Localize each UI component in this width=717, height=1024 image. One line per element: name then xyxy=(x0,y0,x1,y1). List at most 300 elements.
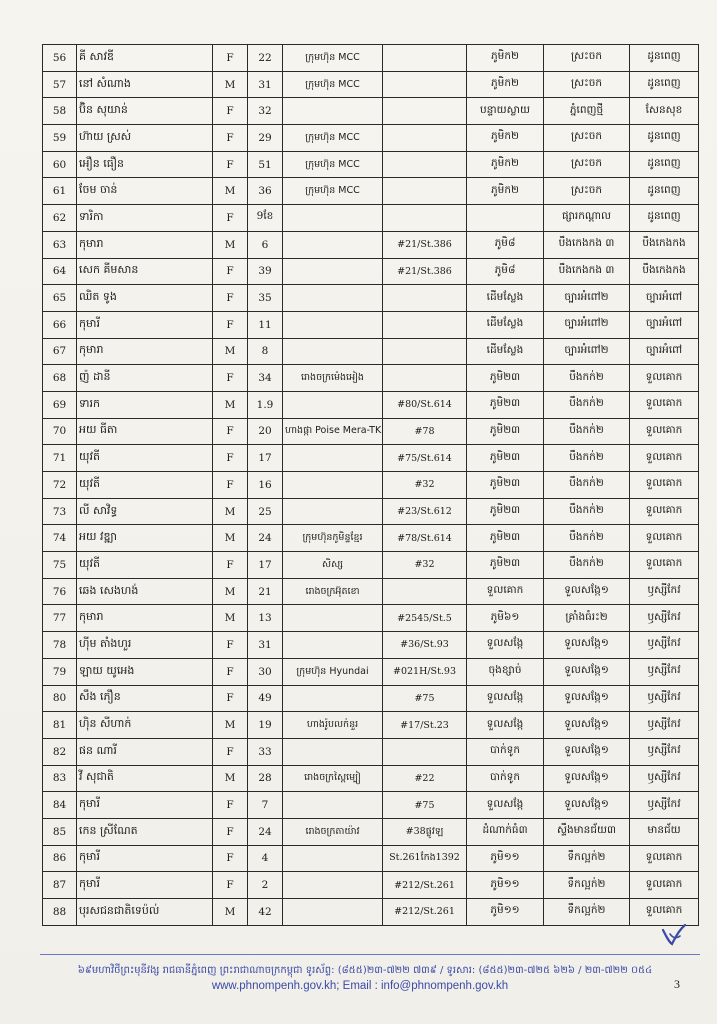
person-name: បុរសជនជាតិទេប៉ល់ xyxy=(77,899,213,926)
village-cell: បាក់ទូក xyxy=(467,765,544,792)
row-number: 61 xyxy=(43,178,77,205)
commune-cell: ច្បារអំពៅ២ xyxy=(544,311,630,338)
table-row xyxy=(43,872,699,899)
workplace-cell xyxy=(283,472,383,499)
sex-cell: M xyxy=(213,71,248,98)
village-cell: ដើមស្លែង xyxy=(467,338,544,365)
table-row xyxy=(43,845,699,872)
row-number: 84 xyxy=(43,792,77,819)
house-number-cell: #212/St.261 xyxy=(383,872,467,899)
district-cell: ដូនពេញ xyxy=(630,45,699,72)
house-number-cell: #21/St.386 xyxy=(383,231,467,258)
age-cell: 31 xyxy=(248,71,283,98)
village-cell: ភូមិក២ xyxy=(467,178,544,205)
row-number: 86 xyxy=(43,845,77,872)
row-number: 82 xyxy=(43,738,77,765)
village-cell: ភូមិ២៣ xyxy=(467,472,544,499)
district-cell: ទួលគោក xyxy=(630,445,699,472)
district-cell: ឫស្សីកែវ xyxy=(630,738,699,765)
age-cell: 29 xyxy=(248,125,283,152)
house-number-cell: #36/St.93 xyxy=(383,632,467,659)
workplace-cell xyxy=(283,338,383,365)
district-cell: ឫស្សីកែវ xyxy=(630,632,699,659)
age-cell: 2 xyxy=(248,872,283,899)
person-name: ផន ណារី xyxy=(77,738,213,765)
age-cell: 6 xyxy=(248,231,283,258)
commune-cell: ទួលសង្កែ១ xyxy=(544,632,630,659)
age-cell: 35 xyxy=(248,285,283,312)
house-number-cell xyxy=(383,71,467,98)
person-name: ឈិត ទូង xyxy=(77,285,213,312)
workplace-cell: រោងចក្រតាយ៉ាវ xyxy=(283,818,383,845)
village-cell: ភូមិ២៣ xyxy=(467,498,544,525)
workplace-cell xyxy=(283,845,383,872)
village-cell: ភូមិក២ xyxy=(467,151,544,178)
table-row xyxy=(43,205,699,232)
table-row xyxy=(43,125,699,152)
workplace-cell: ក្រុមហ៊ុន MCC xyxy=(283,71,383,98)
row-number: 62 xyxy=(43,205,77,232)
age-cell: 13 xyxy=(248,605,283,632)
person-name: អឿន ធឿន xyxy=(77,151,213,178)
table-row xyxy=(43,418,699,445)
district-cell: ឫស្សីកែវ xyxy=(630,658,699,685)
commune-cell: ច្បារអំពៅ២ xyxy=(544,285,630,312)
commune-cell: ទឹកល្អក់២ xyxy=(544,899,630,926)
age-cell: 8 xyxy=(248,338,283,365)
workplace-cell xyxy=(283,311,383,338)
district-cell: ឫស្សីកែវ xyxy=(630,712,699,739)
table-row xyxy=(43,818,699,845)
person-name: វី សុជាតិ xyxy=(77,765,213,792)
person-name: អយ វឌ្ឍា xyxy=(77,525,213,552)
house-number-cell: #75/St.614 xyxy=(383,445,467,472)
village-cell: ទួលសង្កែ xyxy=(467,792,544,819)
district-cell: ដូនពេញ xyxy=(630,205,699,232)
workplace-cell xyxy=(283,685,383,712)
person-name: ហ៊ាយ ស្រស់ xyxy=(77,125,213,152)
house-number-cell xyxy=(383,738,467,765)
commune-cell: បឹងកេងកង ៣ xyxy=(544,258,630,285)
age-cell: 20 xyxy=(248,418,283,445)
table-row xyxy=(43,445,699,472)
sex-cell: F xyxy=(213,472,248,499)
district-cell: ច្បារអំពៅ xyxy=(630,285,699,312)
table-row xyxy=(43,658,699,685)
house-number-cell: St.261កែង1392 xyxy=(383,845,467,872)
sex-cell: M xyxy=(213,391,248,418)
sex-cell: F xyxy=(213,205,248,232)
house-number-cell xyxy=(383,578,467,605)
village-cell: ភូមិក២ xyxy=(467,125,544,152)
footer-rule xyxy=(40,954,700,955)
row-number: 59 xyxy=(43,125,77,152)
person-name: សឹង ភឿន xyxy=(77,685,213,712)
sex-cell: M xyxy=(213,578,248,605)
row-number: 70 xyxy=(43,418,77,445)
village-cell: ភូមិ២៣ xyxy=(467,365,544,392)
row-number: 77 xyxy=(43,605,77,632)
person-name: កុមារី xyxy=(77,792,213,819)
commune-cell: ស្រះចក xyxy=(544,125,630,152)
district-cell: សែនសុខ xyxy=(630,98,699,125)
district-cell: ទួលគោក xyxy=(630,418,699,445)
row-number: 88 xyxy=(43,899,77,926)
person-name: ញ៉ ដានី xyxy=(77,365,213,392)
workplace-cell: សិស្ស xyxy=(283,552,383,579)
row-number: 79 xyxy=(43,658,77,685)
workplace-cell xyxy=(283,205,383,232)
district-cell: ទួលគោក xyxy=(630,498,699,525)
house-number-cell: #78/St.614 xyxy=(383,525,467,552)
signature-mark xyxy=(660,922,688,952)
row-number: 63 xyxy=(43,231,77,258)
district-cell: ច្បារអំពៅ xyxy=(630,311,699,338)
age-cell: 51 xyxy=(248,151,283,178)
village-cell: បាក់ទូក xyxy=(467,738,544,765)
person-name: លី សាវិទ្ធ xyxy=(77,498,213,525)
commune-cell: ស្ទឹងមានជ័យ៣ xyxy=(544,818,630,845)
commune-cell: ទួលសង្កែ១ xyxy=(544,685,630,712)
row-number: 87 xyxy=(43,872,77,899)
house-number-cell xyxy=(383,311,467,338)
workplace-cell: ក្រុមហ៊ុន Hyundai xyxy=(283,658,383,685)
sex-cell: F xyxy=(213,365,248,392)
table-row xyxy=(43,899,699,926)
village-cell: ដំណាក់ធំ៣ xyxy=(467,818,544,845)
sex-cell: F xyxy=(213,311,248,338)
workplace-cell xyxy=(283,231,383,258)
village-cell: ចុងខ្សាច់ xyxy=(467,658,544,685)
page-number: 3 xyxy=(674,977,680,991)
age-cell: 36 xyxy=(248,178,283,205)
table-row xyxy=(43,605,699,632)
age-cell: 42 xyxy=(248,899,283,926)
district-cell: ទួលគោក xyxy=(630,845,699,872)
sex-cell: F xyxy=(213,738,248,765)
row-number: 72 xyxy=(43,472,77,499)
sex-cell: F xyxy=(213,125,248,152)
age-cell: 24 xyxy=(248,525,283,552)
commune-cell: ទួលសង្កែ១ xyxy=(544,792,630,819)
workplace-cell xyxy=(283,285,383,312)
district-cell: ឫស្សីកែវ xyxy=(630,685,699,712)
workplace-cell: ក្រុមហ៊ុន MCC xyxy=(283,151,383,178)
table-row xyxy=(43,738,699,765)
district-cell: ឫស្សីកែវ xyxy=(630,578,699,605)
sex-cell: F xyxy=(213,818,248,845)
person-name: កុមារា xyxy=(77,605,213,632)
table-row xyxy=(43,712,699,739)
age-cell: 25 xyxy=(248,498,283,525)
sex-cell: F xyxy=(213,258,248,285)
commune-cell: ទួលសង្កែ១ xyxy=(544,738,630,765)
person-name: កុមារី xyxy=(77,845,213,872)
age-cell: 21 xyxy=(248,578,283,605)
person-name: ចែម ចាន់ xyxy=(77,178,213,205)
person-name: ទារក xyxy=(77,391,213,418)
table-row xyxy=(43,391,699,418)
house-number-cell xyxy=(383,285,467,312)
sex-cell: F xyxy=(213,658,248,685)
age-cell: 4 xyxy=(248,845,283,872)
workplace-cell xyxy=(283,872,383,899)
district-cell: ទួលគោក xyxy=(630,525,699,552)
table-row xyxy=(43,231,699,258)
row-number: 64 xyxy=(43,258,77,285)
commune-cell: ទួលសង្កែ១ xyxy=(544,658,630,685)
age-cell: 19 xyxy=(248,712,283,739)
district-cell: ឫស្សីកែវ xyxy=(630,792,699,819)
village-cell: ទួលសង្កែ xyxy=(467,712,544,739)
district-cell: ដូនពេញ xyxy=(630,178,699,205)
house-number-cell: #021H/St.93 xyxy=(383,658,467,685)
house-number-cell: #22 xyxy=(383,765,467,792)
commune-cell: ទួលសង្កែ១ xyxy=(544,765,630,792)
workplace-cell xyxy=(283,98,383,125)
sex-cell: M xyxy=(213,605,248,632)
table-row xyxy=(43,498,699,525)
sex-cell: M xyxy=(213,525,248,552)
row-number: 78 xyxy=(43,632,77,659)
workplace-cell xyxy=(283,258,383,285)
table-row xyxy=(43,578,699,605)
house-number-cell xyxy=(383,125,467,152)
sex-cell: F xyxy=(213,98,248,125)
person-name: ឡាយ យូអេង xyxy=(77,658,213,685)
row-number: 75 xyxy=(43,552,77,579)
district-cell: ដូនពេញ xyxy=(630,125,699,152)
village-cell: ភូមិ១១ xyxy=(467,899,544,926)
district-cell: ដូនពេញ xyxy=(630,151,699,178)
sex-cell: F xyxy=(213,418,248,445)
village-cell: ភូមិ២៣ xyxy=(467,391,544,418)
sex-cell: M xyxy=(213,231,248,258)
district-cell: ទួលគោក xyxy=(630,472,699,499)
sex-cell: M xyxy=(213,338,248,365)
district-cell: ច្បារអំពៅ xyxy=(630,338,699,365)
table-row xyxy=(43,472,699,499)
table-row xyxy=(43,151,699,178)
row-number: 67 xyxy=(43,338,77,365)
village-cell: ភូមិ២៣ xyxy=(467,445,544,472)
commune-cell: ទួលសង្កែ១ xyxy=(544,578,630,605)
age-cell: 17 xyxy=(248,552,283,579)
table-row xyxy=(43,45,699,72)
footer-address: ៦៩មហាវិថីព្រះមុនីវង្ស រាជធានីភ្នំពេញ ព្រះរាជាណាចក្រកម្ពុជា ទូរស័ព្ទ: (៨៥៥)២៣-៧២២ ៧៣៩ / ទូរសារ: (៨៥៥)២៣-៧២៥ ៦២៦ / ២៣-៧២២ ០៥៤ xyxy=(77,965,653,976)
district-cell: ទួលគោក xyxy=(630,552,699,579)
commune-cell: បឹងកក់២ xyxy=(544,498,630,525)
village-cell: ដើមស្លែង xyxy=(467,285,544,312)
person-name: ឆេង សេងហង់ xyxy=(77,578,213,605)
village-cell: ទួលសង្កែ xyxy=(467,632,544,659)
sex-cell: F xyxy=(213,792,248,819)
workplace-cell xyxy=(283,899,383,926)
age-cell: 22 xyxy=(248,45,283,72)
age-cell: 9ខែ xyxy=(248,205,283,232)
village-cell: ភូមិ១១ xyxy=(467,845,544,872)
house-number-cell xyxy=(383,205,467,232)
person-name: យុវតី xyxy=(77,552,213,579)
table-row xyxy=(43,792,699,819)
age-cell: 16 xyxy=(248,472,283,499)
table-row xyxy=(43,632,699,659)
age-cell: 30 xyxy=(248,658,283,685)
workplace-cell xyxy=(283,605,383,632)
district-cell: ដូនពេញ xyxy=(630,71,699,98)
house-number-cell: #32 xyxy=(383,552,467,579)
row-number: 66 xyxy=(43,311,77,338)
village-cell: ភូមិក២ xyxy=(467,45,544,72)
person-name: កុមារា xyxy=(77,338,213,365)
commune-cell: ច្បារអំពៅ២ xyxy=(544,338,630,365)
age-cell: 39 xyxy=(248,258,283,285)
village-cell: ភូមិ៨ xyxy=(467,231,544,258)
workplace-cell xyxy=(283,391,383,418)
row-number: 57 xyxy=(43,71,77,98)
row-number: 76 xyxy=(43,578,77,605)
table-row xyxy=(43,71,699,98)
commune-cell: ទឹកល្អក់២ xyxy=(544,872,630,899)
village-cell: ភូមិ២៣ xyxy=(467,552,544,579)
commune-cell: ស្រះចក xyxy=(544,178,630,205)
case-list-table xyxy=(42,44,699,926)
district-cell: ឫស្សីកែវ xyxy=(630,765,699,792)
table-row xyxy=(43,552,699,579)
row-number: 60 xyxy=(43,151,77,178)
table-body xyxy=(43,45,699,926)
commune-cell: ផ្សារកណ្តាល xyxy=(544,205,630,232)
table-row xyxy=(43,765,699,792)
village-cell: ភូមិ២៣ xyxy=(467,525,544,552)
row-number: 56 xyxy=(43,45,77,72)
commune-cell: ទឹកល្អក់២ xyxy=(544,845,630,872)
person-name: សេក គីមសាន xyxy=(77,258,213,285)
age-cell: 11 xyxy=(248,311,283,338)
row-number: 83 xyxy=(43,765,77,792)
age-cell: 7 xyxy=(248,792,283,819)
district-cell: ទួលគោក xyxy=(630,872,699,899)
commune-cell: ភ្នំពេញថ្មី xyxy=(544,98,630,125)
row-number: 69 xyxy=(43,391,77,418)
age-cell: 34 xyxy=(248,365,283,392)
row-number: 71 xyxy=(43,445,77,472)
district-cell: ទួលគោក xyxy=(630,391,699,418)
age-cell: 1.9 xyxy=(248,391,283,418)
village-cell: ភូមិ១១ xyxy=(467,872,544,899)
commune-cell: បឹងកក់២ xyxy=(544,418,630,445)
table-row xyxy=(43,178,699,205)
commune-cell: បឹងកក់២ xyxy=(544,552,630,579)
district-cell: បឹងកេងកង xyxy=(630,258,699,285)
sex-cell: F xyxy=(213,552,248,579)
workplace-cell: រោងចក្រម៉េងអៀង xyxy=(283,365,383,392)
commune-cell: បឹងកក់២ xyxy=(544,365,630,392)
house-number-cell: #212/St.261 xyxy=(383,899,467,926)
table-row xyxy=(43,285,699,312)
row-number: 81 xyxy=(43,712,77,739)
row-number: 74 xyxy=(43,525,77,552)
district-cell: មានជ័យ xyxy=(630,818,699,845)
commune-cell: បឹងកក់២ xyxy=(544,472,630,499)
house-number-cell xyxy=(383,98,467,125)
workplace-cell: រោងចក្រអ៊ុតខោ xyxy=(283,578,383,605)
sex-cell: F xyxy=(213,151,248,178)
commune-cell: បឹងកក់២ xyxy=(544,445,630,472)
row-number: 80 xyxy=(43,685,77,712)
age-cell: 33 xyxy=(248,738,283,765)
house-number-cell: #32 xyxy=(383,472,467,499)
sex-cell: F xyxy=(213,685,248,712)
house-number-cell xyxy=(383,178,467,205)
person-name: ហ៊ីម តាំងហួរ xyxy=(77,632,213,659)
age-cell: 31 xyxy=(248,632,283,659)
house-number-cell xyxy=(383,365,467,392)
workplace-cell xyxy=(283,498,383,525)
sex-cell: F xyxy=(213,45,248,72)
sex-cell: F xyxy=(213,845,248,872)
person-name: នៅ សំណាង xyxy=(77,71,213,98)
workplace-cell xyxy=(283,738,383,765)
age-cell: 49 xyxy=(248,685,283,712)
person-name: យុវតី xyxy=(77,445,213,472)
house-number-cell: #78 xyxy=(383,418,467,445)
commune-cell: បឹងកក់២ xyxy=(544,391,630,418)
table-row xyxy=(43,258,699,285)
house-number-cell: #23/St.612 xyxy=(383,498,467,525)
sex-cell: F xyxy=(213,872,248,899)
commune-cell: ស្រះចក xyxy=(544,71,630,98)
workplace-cell xyxy=(283,792,383,819)
commune-cell: ស្រះចក xyxy=(544,45,630,72)
person-name: ទារិកា xyxy=(77,205,213,232)
workplace-cell: ហាងផ្កា Poise Mera-TK xyxy=(283,418,383,445)
sex-cell: M xyxy=(213,765,248,792)
person-name: កុមារី xyxy=(77,872,213,899)
sex-cell: M xyxy=(213,899,248,926)
sex-cell: M xyxy=(213,712,248,739)
district-cell: បឹងកេងកង xyxy=(630,231,699,258)
row-number: 85 xyxy=(43,818,77,845)
house-number-cell: #80/St.614 xyxy=(383,391,467,418)
row-number: 73 xyxy=(43,498,77,525)
person-name: គី សាវឌី xyxy=(77,45,213,72)
village-cell: ទួលសង្កែ xyxy=(467,685,544,712)
workplace-cell: រោងចក្រស្ពៃម្បៀ xyxy=(283,765,383,792)
village-cell: ភូមិ២៣ xyxy=(467,418,544,445)
workplace-cell xyxy=(283,632,383,659)
house-number-cell: #75 xyxy=(383,685,467,712)
workplace-cell: ហាងរ៉ូបលក់នួរ xyxy=(283,712,383,739)
workplace-cell: ក្រុមហ៊ុន MCC xyxy=(283,178,383,205)
table-row xyxy=(43,338,699,365)
house-number-cell xyxy=(383,151,467,178)
sex-cell: F xyxy=(213,632,248,659)
row-number: 68 xyxy=(43,365,77,392)
table-row xyxy=(43,365,699,392)
footer-web-email: www.phnompenh.gov.kh; Email : info@phnompenh.gov.kh xyxy=(211,980,509,992)
village-cell: ភូមិក២ xyxy=(467,71,544,98)
row-number: 58 xyxy=(43,98,77,125)
workplace-cell xyxy=(283,445,383,472)
district-cell: ទួលគោក xyxy=(630,899,699,926)
sex-cell: M xyxy=(213,498,248,525)
table-row xyxy=(43,685,699,712)
village-cell: ដើមស្លែង xyxy=(467,311,544,338)
commune-cell: បឹងកេងកង ៣ xyxy=(544,231,630,258)
house-number-cell xyxy=(383,45,467,72)
commune-cell: ទួលសង្កែ១ xyxy=(544,712,630,739)
